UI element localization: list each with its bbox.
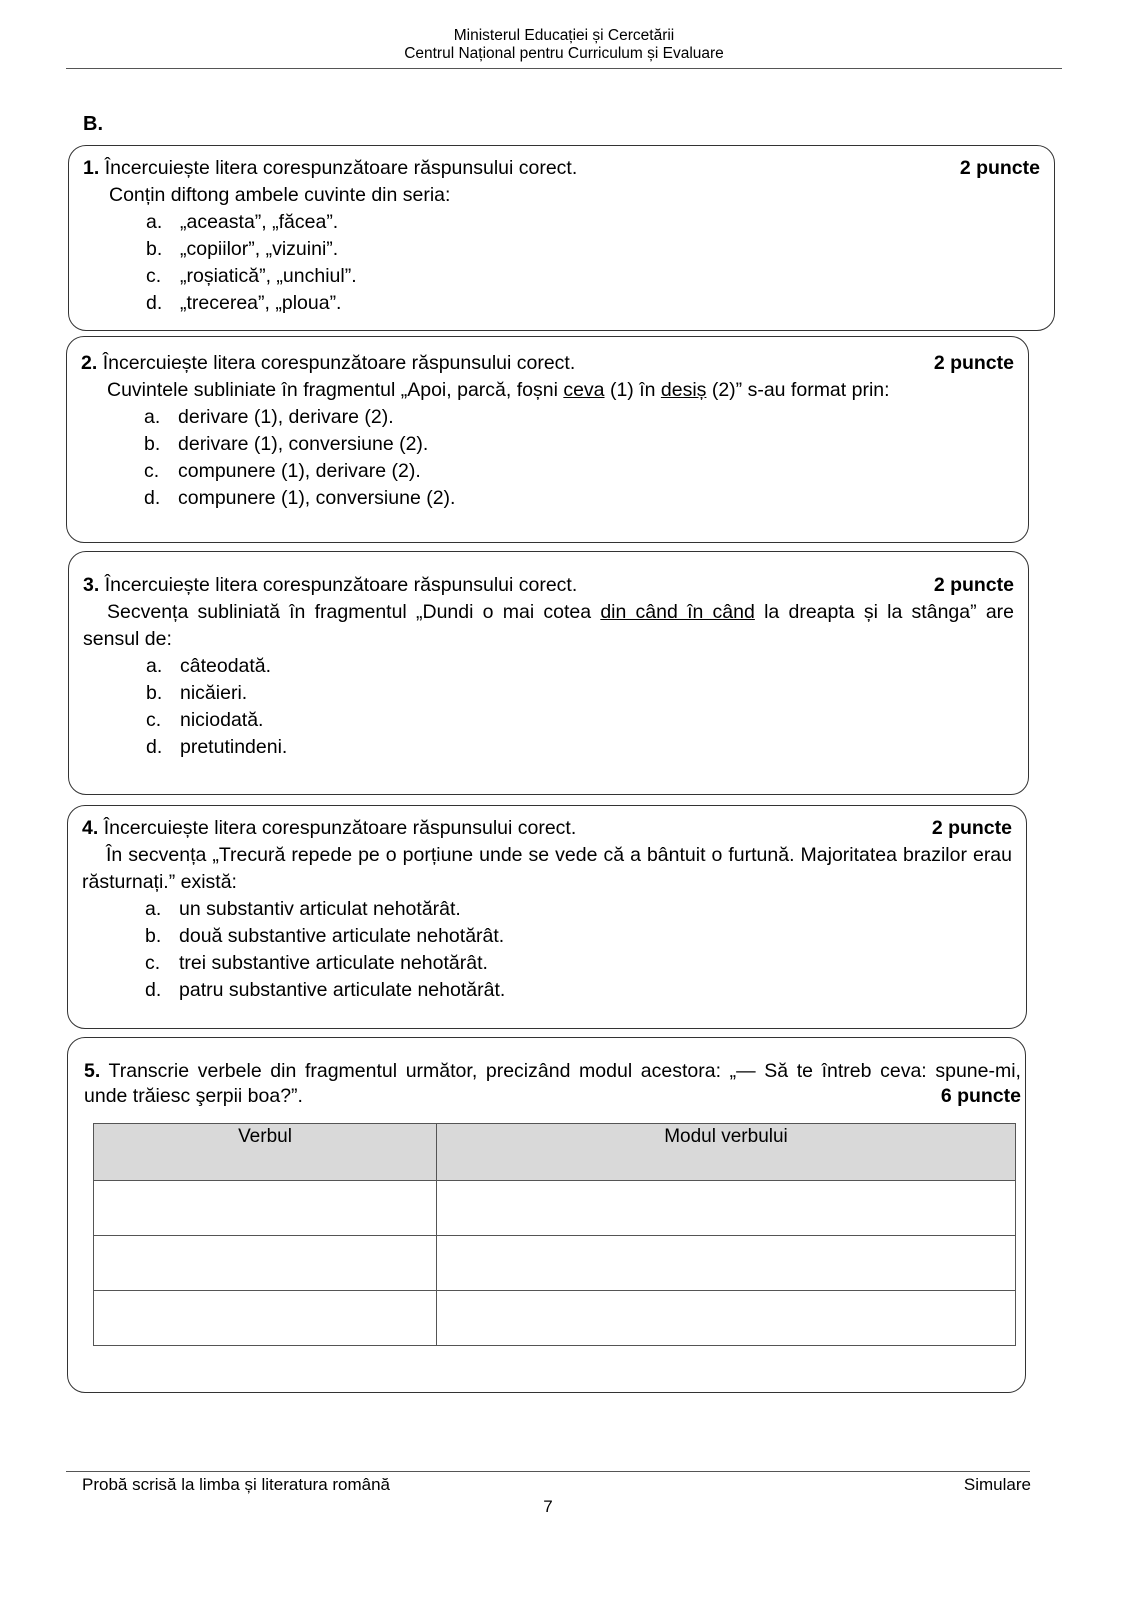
- question-1-box: [68, 145, 1055, 331]
- question-3-prompt: Secvența subliniată în fragmentul „Dundi o mai cotea din când în când la dreapta și la stânga” are: [107, 601, 1015, 623]
- verb-cell[interactable]: [94, 1181, 437, 1236]
- option-2b[interactable]: b. derivare (1), conversiune (2).: [144, 433, 429, 455]
- table-row: [94, 1291, 1016, 1346]
- question-1-points: 2 puncte: [959, 157, 1040, 179]
- ministry-name: Ministerul Educației și Cercetării: [453, 27, 675, 44]
- answer-table: [93, 1123, 1016, 1346]
- option-1d[interactable]: d. „trecerea”, „ploua”.: [146, 292, 342, 314]
- question-4-prompt: În secvența „Trecură repede pe o porțiune unde se vede că a bântuit o furtună. Majoritatea brazilor erau: [106, 844, 1012, 866]
- verb-cell[interactable]: [94, 1291, 437, 1346]
- question-2-box: [66, 336, 1029, 543]
- option-3a[interactable]: a. câteodată.: [146, 655, 272, 677]
- option-2c[interactable]: c. compunere (1), derivare (2).: [144, 460, 421, 482]
- option-4d[interactable]: d. patru substantive articulate nehotărât.: [145, 979, 506, 1001]
- mode-cell[interactable]: [437, 1291, 1016, 1346]
- option-1c[interactable]: c. „roșiatică”, „unchiul”.: [146, 265, 357, 287]
- mode-cell[interactable]: [437, 1181, 1016, 1236]
- question-2-instruction: 2. Încercuiește litera corespunzătoare răspunsului corect.: [81, 352, 576, 374]
- page-number: 7: [543, 1497, 553, 1516]
- question-3-instruction: 3. Încercuiește litera corespunzătoare răspunsului corect.: [83, 574, 578, 596]
- question-5-points: 6 puncte: [940, 1085, 1021, 1107]
- question-1-instruction: 1. Încercuiește litera corespunzătoare răspunsului corect.: [83, 157, 578, 179]
- question-5-instruction-cont: unde trăiesc şerpii boa?”.: [84, 1085, 303, 1107]
- question-5-instruction: 5. Transcrie verbele din fragmentul următor, precizând modul acestora: „— Să te întreb ceva: spune-mi,: [84, 1060, 1021, 1082]
- option-4a[interactable]: a. un substantiv articulat nehotărât.: [145, 898, 461, 920]
- verb-cell[interactable]: [94, 1236, 437, 1291]
- table-row: [94, 1236, 1016, 1291]
- option-2d[interactable]: d. compunere (1), conversiune (2).: [144, 487, 456, 509]
- section-label: B.: [83, 113, 103, 135]
- header-verb: Verbul: [94, 1124, 437, 1181]
- option-4c[interactable]: c. trei substantive articulate nehotărât.: [145, 952, 488, 974]
- mode-cell[interactable]: [437, 1236, 1016, 1291]
- header-mode: Modul verbului: [437, 1124, 1016, 1181]
- option-1b[interactable]: b. „copiilor”, „vizuini”.: [146, 238, 339, 260]
- option-3c[interactable]: c. niciodată.: [146, 709, 264, 731]
- answer-table-header: [94, 1124, 1016, 1181]
- question-5-box: [67, 1037, 1026, 1393]
- question-2-points: 2 puncte: [933, 352, 1014, 374]
- option-3d[interactable]: d. pretutindeni.: [146, 736, 288, 758]
- question-4-box: [67, 805, 1027, 1029]
- option-4b[interactable]: b. două substantive articulate nehotărât.: [145, 925, 505, 947]
- header-divider: [66, 68, 1062, 69]
- option-3b[interactable]: b. nicăieri.: [146, 682, 248, 704]
- table-row: [94, 1181, 1016, 1236]
- footer-divider: [66, 1471, 1030, 1472]
- footer-exam-title: Probă scrisă la limba și literatura română: [82, 1475, 391, 1494]
- question-4-instruction: 4. Încercuiește litera corespunzătoare răspunsului corect.: [82, 817, 577, 839]
- question-2-prompt: Cuvintele subliniate în fragmentul „Apoi, parcă, foșni ceva (1) în desiș (2)” s-au format prin:: [107, 379, 890, 401]
- page-header: [66, 27, 1062, 63]
- question-3-prompt-cont: sensul de:: [83, 628, 172, 650]
- option-1a[interactable]: a. „aceasta”, „făcea”.: [146, 211, 339, 233]
- question-4-points: 2 puncte: [931, 817, 1012, 839]
- question-3-points: 2 puncte: [933, 574, 1014, 596]
- footer-exam-type: Simulare: [963, 1475, 1031, 1494]
- question-4-prompt-cont: răsturnați.” există:: [82, 871, 237, 893]
- option-2a[interactable]: a. derivare (1), derivare (2).: [144, 406, 394, 428]
- question-3-box: [68, 551, 1029, 795]
- question-1-prompt: Conțin diftong ambele cuvinte din seria:: [109, 184, 451, 206]
- center-name: Centrul Național pentru Curriculum și Evaluare: [404, 45, 724, 62]
